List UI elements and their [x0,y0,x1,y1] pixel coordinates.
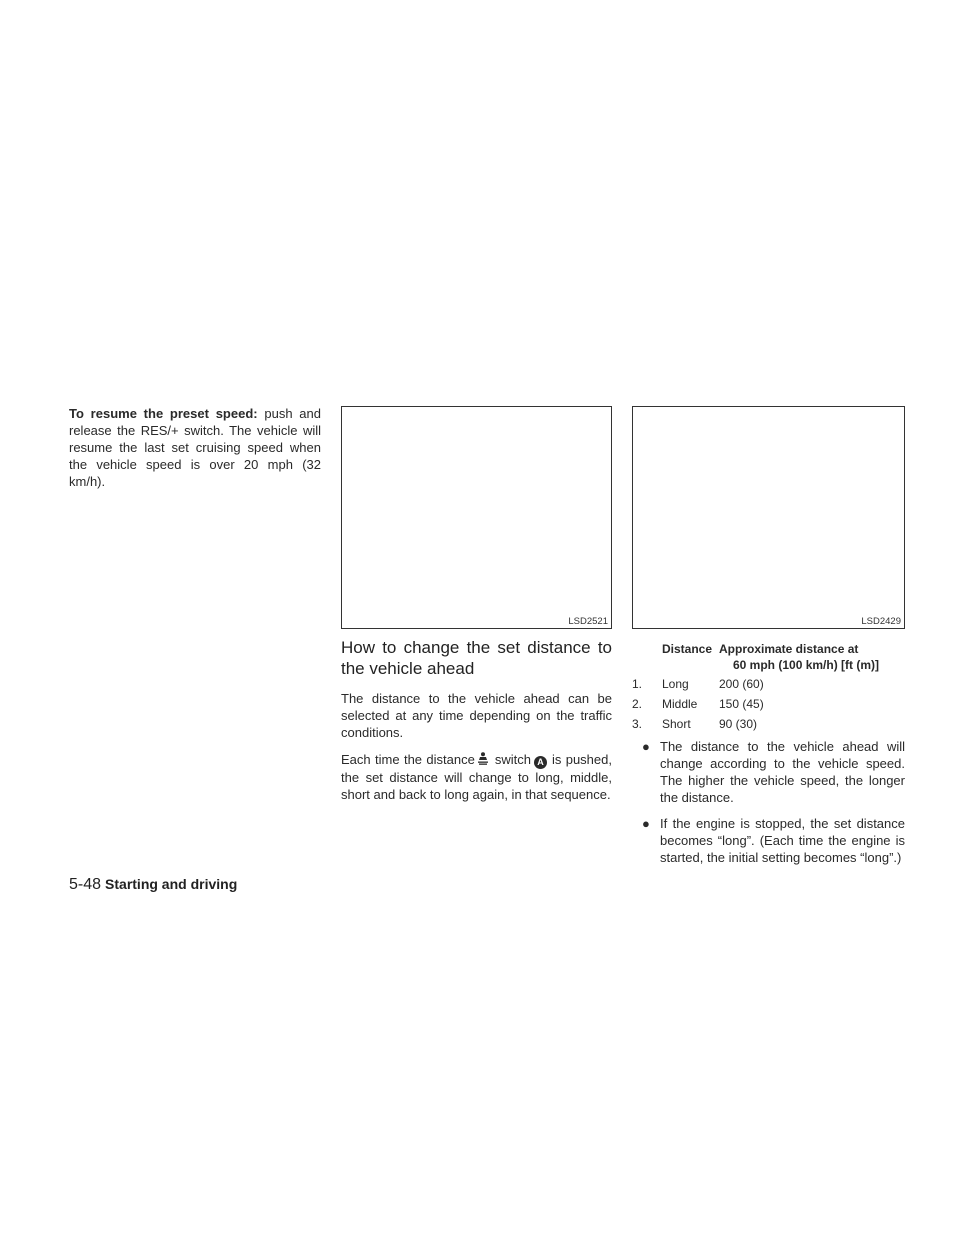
para-start-text: Each time the distance [341,752,475,767]
row-number: 3. [632,717,643,731]
table-header-approx-line1: Approximate distance at [719,642,859,656]
table-header-approx [719,641,879,673]
list-item [632,815,905,866]
page-number: 5-48 [69,876,102,893]
bullet-list [632,738,905,875]
figure-lsd2429 [632,406,905,629]
figure-label-lsd2429: LSD2429 [861,616,901,627]
page-footer [69,876,237,894]
list-item [632,738,905,806]
row-number: 1. [632,677,643,691]
row-name: Long [662,677,689,691]
paragraph-distance-switch [341,751,612,803]
bullet-text: The distance to the vehicle ahead will change according to the vehicle speed. The higher the vehicle speed, the longer the distance. [660,739,905,805]
row-name: Middle [662,697,698,711]
table-header-distance: Distance [662,642,713,656]
set-distance-section [341,637,612,813]
table-row [632,696,905,713]
section-heading: How to change the set distance to the vehicle ahead [341,638,612,678]
resume-speed-text: push and release the RES/+ switch. The vehicle will resume the last set cruising speed when the vehicle speed is over 20 mph (32 km/h). [69,406,321,489]
bullet-text: If the engine is stopped, the set distance becomes “long”. (Each time the engine is started, the initial setting becomes “long”.) [660,816,905,865]
callout-a-icon: A [534,756,547,769]
row-value: 150 (45) [719,697,764,711]
figure-lsd2521 [341,406,612,629]
resume-speed-paragraph [69,405,321,490]
para-switch-text: switch [494,752,531,767]
bullet-dot-icon: ● [642,816,650,831]
para-end-text: is pushed, the set distance will change to long, middle, short and back to long again, in that sequence. [341,752,612,802]
row-value: 90 (30) [719,717,758,731]
row-name: Short [662,717,691,731]
figure-label-lsd2521: LSD2521 [568,616,608,627]
table-row [632,676,905,693]
section-name: Starting and driving [105,876,238,892]
table-header-approx-line2: 60 mph (100 km/h) [ft (m)] [733,658,880,672]
row-number: 2. [632,697,643,711]
resume-speed-lead: To resume the preset speed: [69,406,258,421]
row-value: 200 (60) [719,677,764,691]
paragraph-select-distance: The distance to the vehicle ahead can be selected at any time depending on the traffic conditions. [341,691,612,740]
distance-switch-icon [477,752,489,766]
bullet-dot-icon: ● [642,739,650,754]
table-row [632,716,905,733]
